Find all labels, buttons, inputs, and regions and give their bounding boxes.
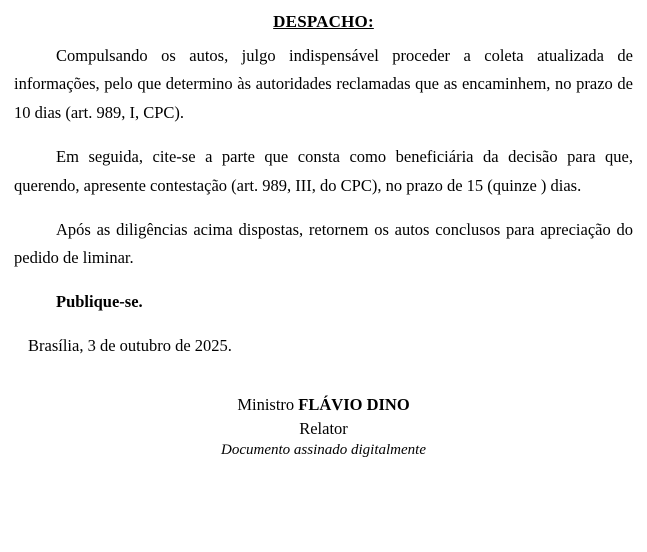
- signature-block: [14, 393, 633, 461]
- paragraph-1: Compulsando os autos, julgo indispensável proceder a coleta atualizada de informações, pelo que determino às autoridades reclamadas que as encaminhem, no prazo de 10 dias (art. 989, I, CPC).: [14, 46, 633, 122]
- signatory-line: [14, 393, 633, 416]
- place-and-date: Brasília, 3 de outubro de 2025.: [28, 336, 232, 356]
- paragraph-2: Em seguida, cite-se a parte que consta como beneficiária da decisão para que, querendo, apresente contestação (art. 989, III, do CPC), no prazo de 15 (quinze ) dias.: [14, 147, 633, 195]
- digital-signature-note: Documento assinado digitalmente: [221, 442, 426, 459]
- publish-directive: Publique-se.: [56, 291, 143, 311]
- page-title: DESPACHO:: [273, 12, 374, 31]
- signatory-name: FLÁVIO DINO: [298, 395, 410, 415]
- signatory-role: Relator: [299, 418, 348, 438]
- signatory-title: Ministro: [237, 395, 299, 415]
- paragraph-3: Após as diligências acima dispostas, retornem os autos conclusos para apreciação do pedido de liminar.: [14, 219, 633, 268]
